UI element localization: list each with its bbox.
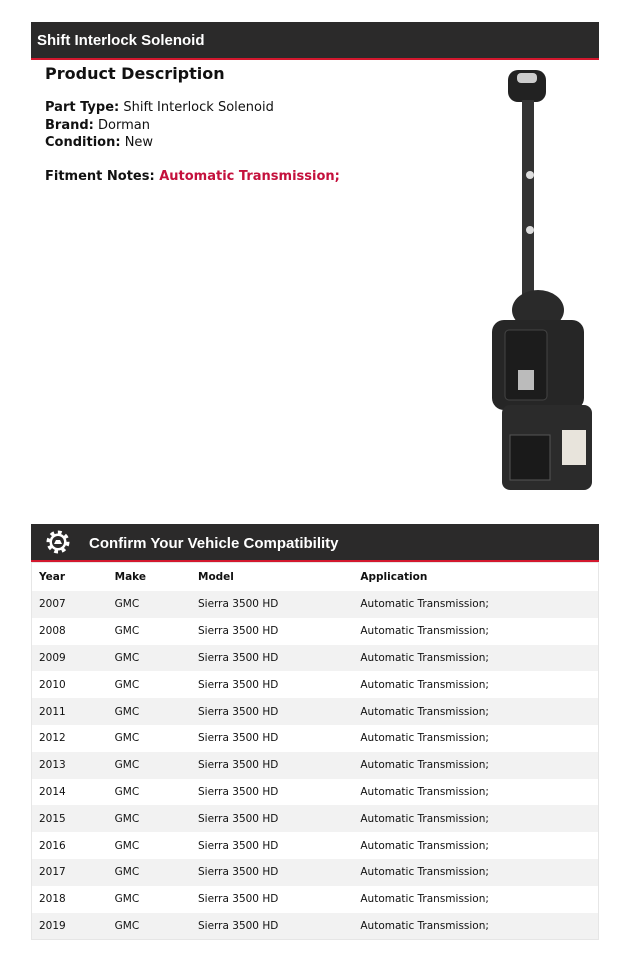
table-cell: 2009 (39, 651, 66, 664)
table-cell: Automatic Transmission; (360, 705, 489, 718)
product-image (470, 65, 600, 495)
table-cell: 2018 (39, 893, 66, 906)
table-cell: 2014 (39, 785, 66, 798)
table-row (32, 859, 599, 886)
title: Shift Interlock Solenoid (37, 32, 205, 49)
table-cell: GMC (114, 866, 140, 879)
table-cell: GMC (114, 812, 140, 825)
table-cell: Sierra 3500 HD (198, 651, 279, 664)
brand-label: Brand: (45, 117, 94, 133)
table-cell: 2007 (39, 598, 66, 611)
table-row (32, 645, 599, 672)
table-cell: Automatic Transmission; (360, 625, 489, 638)
section-heading: Product Description (45, 64, 225, 83)
part-type-value: Shift Interlock Solenoid (123, 100, 274, 115)
table-cell: 2013 (39, 759, 66, 772)
table-cell: Automatic Transmission; (360, 678, 489, 691)
table-cell: GMC (114, 839, 140, 852)
column-header: Year (39, 571, 66, 583)
fitment-label: Fitment Notes: (45, 169, 155, 184)
table-cell: GMC (114, 893, 140, 906)
condition-label: Condition: (45, 135, 121, 150)
table-cell: GMC (114, 705, 140, 718)
table-cell: Sierra 3500 HD (198, 598, 279, 611)
product-details (45, 99, 274, 152)
table-cell: 2017 (39, 866, 66, 879)
column-header: Application (360, 571, 428, 583)
table-cell: GMC (114, 651, 140, 664)
table-cell: Automatic Transmission; (360, 732, 489, 745)
table-cell: Sierra 3500 HD (198, 839, 279, 852)
table-cell: GMC (114, 759, 140, 772)
title-bar (31, 22, 599, 60)
condition-value: New (124, 135, 154, 150)
compatibility-table (31, 562, 599, 940)
table-cell: 2019 (39, 919, 66, 932)
table-cell: 2015 (39, 812, 66, 825)
table-cell: Sierra 3500 HD (198, 705, 279, 718)
table-cell: Automatic Transmission; (360, 866, 489, 879)
table-row (32, 913, 599, 940)
table-row (32, 832, 599, 859)
fitment-notes (45, 169, 340, 184)
table-cell: Sierra 3500 HD (198, 625, 279, 638)
table-cell: Sierra 3500 HD (198, 759, 279, 772)
table-cell: GMC (114, 625, 140, 638)
table-cell: GMC (114, 785, 140, 798)
compatibility-title: Confirm Your Vehicle Compatibility (89, 535, 339, 552)
table-cell: Automatic Transmission; (360, 812, 489, 825)
table-cell: Automatic Transmission; (360, 651, 489, 664)
table-row (32, 752, 599, 779)
table-row (32, 591, 599, 618)
table-row (32, 805, 599, 832)
table-row (32, 618, 599, 645)
compatibility-header (31, 524, 599, 562)
table-cell: Automatic Transmission; (360, 893, 489, 906)
table-cell: Automatic Transmission; (360, 759, 489, 772)
column-header: Model (198, 571, 234, 583)
table-cell: 2016 (39, 839, 66, 852)
table-cell: 2010 (39, 678, 66, 691)
table-cell: Sierra 3500 HD (198, 732, 279, 745)
table-cell: GMC (114, 919, 140, 932)
table-cell: Automatic Transmission; (360, 839, 489, 852)
table-cell: 2008 (39, 625, 66, 638)
table-cell: Automatic Transmission; (360, 598, 489, 611)
table-cell: 2011 (39, 705, 66, 718)
fitment-value: Automatic Transmission; (159, 169, 340, 184)
table-row (32, 779, 599, 806)
table-cell: Sierra 3500 HD (198, 785, 279, 798)
table-cell: GMC (114, 732, 140, 745)
table-row (32, 698, 599, 725)
table-row (32, 886, 599, 913)
gear-car-icon (45, 529, 71, 555)
table-cell: Sierra 3500 HD (198, 866, 279, 879)
table-cell: Sierra 3500 HD (198, 893, 279, 906)
table-row (32, 725, 599, 752)
table-cell: Automatic Transmission; (360, 919, 489, 932)
table-cell: Sierra 3500 HD (198, 812, 279, 825)
table-cell: GMC (114, 678, 140, 691)
table-cell: 2012 (39, 732, 66, 745)
table-row (32, 671, 599, 698)
part-type-label: Part Type: (45, 100, 120, 115)
brand-value: Dorman (98, 117, 150, 133)
column-header: Make (114, 571, 146, 583)
table-cell: Sierra 3500 HD (198, 919, 279, 932)
table-cell: Automatic Transmission; (360, 785, 489, 798)
table-cell: Sierra 3500 HD (198, 678, 279, 691)
table-cell: GMC (114, 598, 140, 611)
